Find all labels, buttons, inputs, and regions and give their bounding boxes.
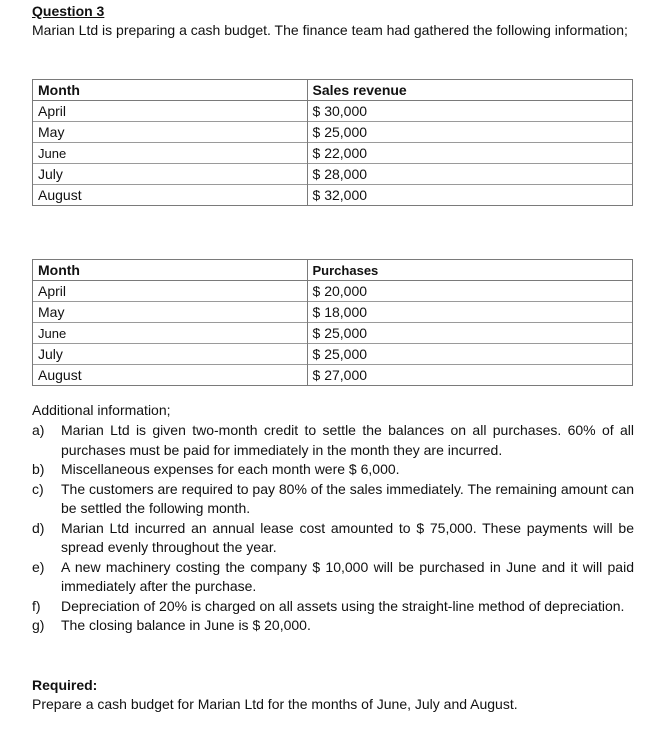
- list-item-label: a): [32, 422, 45, 438]
- month-cell: May: [33, 122, 308, 143]
- sales-value-cell: $ 28,000: [307, 164, 632, 185]
- table-header-row: [33, 260, 633, 281]
- purchases-value-cell: $ 25,000: [307, 323, 632, 344]
- purchases-value-cell: $ 20,000: [307, 281, 632, 302]
- list-item-label: b): [32, 461, 45, 477]
- purchases-table: [32, 259, 633, 386]
- additional-information-list: [32, 421, 634, 636]
- required-text: Prepare a cash budget for Marian Ltd for the months of June, July and August.: [32, 696, 518, 712]
- list-item: [32, 558, 634, 597]
- table-row: [33, 101, 633, 122]
- sales-value-cell: $ 30,000: [307, 101, 632, 122]
- month-cell: April: [33, 281, 308, 302]
- list-item-label: c): [32, 480, 44, 497]
- month-cell: April: [33, 101, 308, 122]
- list-item: [32, 421, 634, 460]
- purchases-value-cell: $ 25,000: [307, 344, 632, 365]
- additional-information-heading: Additional information;: [32, 402, 171, 418]
- column-header-purchases: Purchases: [307, 260, 632, 281]
- list-item-text: Miscellaneous expenses for each month were $ 6,000.: [61, 461, 400, 477]
- required-heading: Required:: [32, 677, 98, 693]
- list-item: [32, 480, 634, 519]
- list-item: [32, 519, 634, 558]
- month-cell: May: [33, 302, 308, 323]
- month-cell: June: [33, 323, 308, 344]
- table-row: [33, 365, 633, 386]
- table-row: [33, 281, 633, 302]
- purchases-value-cell: $ 27,000: [307, 365, 632, 386]
- list-item-text: The customers are required to pay 80% of the sales immediately. The remaining amount can be settled the following month.: [61, 480, 634, 516]
- sales-value-cell: $ 25,000: [307, 122, 632, 143]
- list-item-label: f): [32, 597, 41, 614]
- list-item-text: The closing balance in June is $ 20,000.: [61, 617, 311, 633]
- table-row: [33, 185, 633, 206]
- table-row: [33, 164, 633, 185]
- list-item-label: e): [32, 558, 45, 575]
- table-row: [33, 122, 633, 143]
- question-title: Question 3: [32, 3, 105, 19]
- table-row: [33, 344, 633, 365]
- column-header-sales-revenue: Sales revenue: [307, 80, 632, 101]
- table-row: [33, 143, 633, 164]
- column-header-month: Month: [33, 260, 308, 281]
- month-cell: July: [33, 344, 308, 365]
- column-header-month: Month: [33, 80, 308, 101]
- purchases-value-cell: $ 18,000: [307, 302, 632, 323]
- list-item-text: A new machinery costing the company $ 10,000 will be purchased in June and it will paid immediately after the purchase.: [61, 558, 634, 594]
- list-item: [32, 597, 634, 617]
- table-row: [33, 302, 633, 323]
- list-item-text: Marian Ltd is given two-month credit to settle the balances on all purchases. 60% of all purchases must be paid for immediately in the month they are incurred.: [61, 422, 634, 458]
- sales-value-cell: $ 22,000: [307, 143, 632, 164]
- list-item-label: d): [32, 519, 45, 536]
- table-row: [33, 323, 633, 344]
- month-cell: July: [33, 164, 308, 185]
- month-cell: August: [33, 365, 308, 386]
- list-item: [32, 616, 634, 636]
- month-cell: August: [33, 185, 308, 206]
- month-cell: June: [33, 143, 308, 164]
- list-item-text: Marian Ltd incurred an annual lease cost amounted to $ 75,000. These payments will be spread evenly throughout the year.: [61, 519, 634, 555]
- sales-revenue-table: [32, 79, 633, 206]
- list-item-text: Depreciation of 20% is charged on all assets using the straight-line method of depreciation.: [61, 597, 625, 614]
- list-item-label: g): [32, 617, 45, 633]
- table-header-row: [33, 80, 633, 101]
- sales-value-cell: $ 32,000: [307, 185, 632, 206]
- list-item: [32, 460, 634, 480]
- question-intro: Marian Ltd is preparing a cash budget. The finance team had gathered the following information;: [32, 22, 628, 38]
